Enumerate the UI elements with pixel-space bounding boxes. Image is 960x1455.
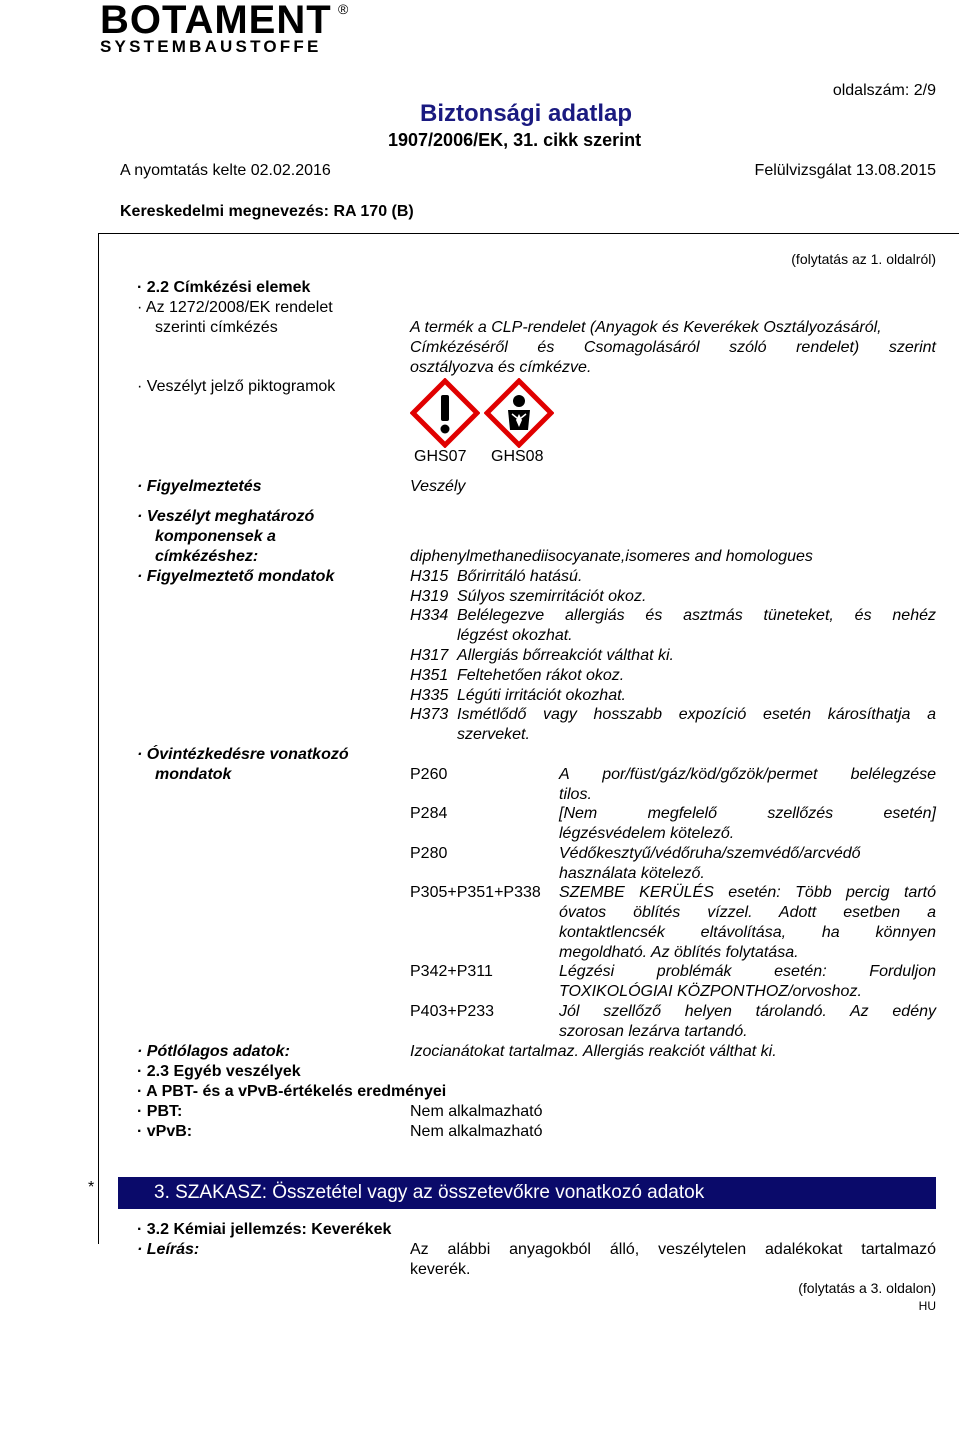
- pictograms-label: · Veszélyt jelző piktogramok: [137, 378, 336, 395]
- p-statement-text: légzésvédelem kötelező.: [559, 825, 735, 842]
- section3-header: [118, 1177, 936, 1209]
- p-statement-text: óvatos öblítés vízzel. Adott esetben a: [559, 904, 936, 921]
- h-statement-code: H317: [410, 647, 449, 664]
- p-statement-code: P403+P233: [410, 1003, 495, 1020]
- description-label: · Leírás:: [137, 1241, 200, 1258]
- h-statement-text: Légúti irritációt okozhat.: [457, 687, 626, 704]
- h-statement-text: Ismétlődő vagy hosszabb expozíció esetén károsíthatja a: [457, 706, 936, 723]
- p-statement-code: P280: [410, 845, 448, 862]
- p-statement-text: [Nem megfelelő szellőzés esetén]: [559, 805, 936, 822]
- h-statement-code: H315: [410, 568, 449, 585]
- p-statement-code: P284: [410, 805, 448, 822]
- description-text: Az alábbi anyagokból álló, veszélytelen adalékokat tartalmazó: [410, 1241, 936, 1258]
- p-statement-text: SZEMBE KERÜLÉS esetén: Több percig tartó: [559, 884, 936, 901]
- p-statement-text: A por/füst/gáz/köd/gőzök/permet belélegzése: [559, 766, 936, 783]
- precautionary-label-cont: mondatok: [155, 766, 232, 783]
- print-date: A nyomtatás kelte 02.02.2016: [120, 162, 331, 179]
- pbt-assessment-heading: · A PBT- és a vPvB-értékelés eredményei: [137, 1083, 447, 1100]
- p-statement-text: kontaktlencsék eltávolítása, ha könnyen: [559, 924, 936, 941]
- h-statement-code: H335: [410, 687, 449, 704]
- signal-word: Veszély: [410, 478, 466, 495]
- regulation-label-cont: szerinti címkézés: [155, 319, 278, 336]
- p-statement-code: P260: [410, 766, 448, 783]
- labelling-heading: · 2.2 Címkézési elemek: [137, 279, 311, 296]
- document-subtitle: 1907/2006/EK, 31. cikk szerint: [388, 130, 642, 150]
- p-statement-text: Légzési problémák esetén: Forduljon: [559, 963, 936, 980]
- p-statement-code: P342+P311: [410, 963, 493, 980]
- h-statement-text: Súlyos szemirritációt okoz.: [457, 588, 647, 605]
- h-statement-text: Bőrirritáló hatású.: [457, 568, 583, 585]
- pictogram-label-ghs07: GHS07: [414, 448, 467, 465]
- company-logo-subtitle: SYSTEMBAUSTOFFE: [100, 37, 322, 56]
- p-statement-text: szorosan lezárva tartandó.: [559, 1023, 748, 1040]
- h-statement-text: Feltehetően rákot okoz.: [457, 667, 625, 684]
- change-marker: *: [88, 1179, 95, 1196]
- continued-on: (folytatás a 3. oldalon): [798, 1280, 936, 1296]
- ghs08-health-hazard-icon: [484, 378, 554, 448]
- h-statement-code: H373: [410, 706, 449, 723]
- trade-name: Kereskedelmi megnevezés: RA 170 (B): [120, 203, 414, 220]
- vpvb-label: · vPvB:: [137, 1123, 193, 1140]
- section3-title: 3. SZAKASZ: Összetétel vagy az összetevőkre vonatkozó adatok: [154, 1182, 705, 1203]
- h-statement-text-cont: légzést okozhat.: [457, 627, 573, 644]
- document-title: Biztonsági adatlap: [420, 100, 633, 127]
- h-statement-text-cont: szerveket.: [457, 726, 530, 743]
- chemical-characterization: · 3.2 Kémiai jellemzés: Keverékek: [137, 1221, 392, 1238]
- page-number: oldalszám: 2/9: [832, 82, 936, 99]
- language-code: HU: [918, 1299, 936, 1313]
- hazard-statements-label: · Figyelmeztető mondatok: [137, 568, 335, 585]
- ghs07-exclamation-icon: [410, 378, 480, 448]
- revision-date: Felülvizsgálat 13.08.2015: [754, 162, 936, 179]
- components-label: · Veszélyt meghatározó: [137, 508, 315, 525]
- additional-info-value: Izocianátokat tartalmaz. Allergiás reakciót válthat ki.: [410, 1043, 777, 1060]
- components-label-cont: komponensek a: [155, 528, 276, 545]
- h-statement-text: Allergiás bőrreakciót válthat ki.: [457, 647, 674, 664]
- components-label-cont-2: címkézéshez:: [155, 548, 259, 565]
- h-statement-code: H319: [410, 588, 449, 605]
- p-statement-text: Védőkesztyű/védőruha/szemvédő/arcvédő: [559, 845, 861, 862]
- continued-from: (folytatás az 1. oldalról): [791, 251, 936, 267]
- registered-mark: ®: [338, 1, 349, 17]
- h-statement-code: H334: [410, 607, 449, 624]
- p-statement-text: megoldható. Az öblítés folytatása.: [559, 944, 799, 961]
- p-statement-text: TOXIKOLÓGIAI KÖZPONTHOZ/orvoshoz.: [559, 983, 862, 1000]
- description-text-cont: keverék.: [410, 1261, 471, 1278]
- p-statement-text: használata kötelező.: [559, 865, 705, 882]
- company-logo: BOTAMENT: [100, 0, 332, 42]
- p-statement-text: Jól szellőző helyen tárolandó. Az edény: [559, 1003, 936, 1020]
- regulation-label: · Az 1272/2008/EK rendelet: [137, 299, 333, 316]
- regulation-text-2: Címkézéséről és Csomagolásáról szóló rendelet) szerint: [410, 339, 936, 356]
- precautionary-label: · Óvintézkedésre vonatkozó: [137, 746, 349, 763]
- h-statement-code: H351: [410, 667, 449, 684]
- regulation-text: A termék a CLP-rendelet (Anyagok és Keverékek Osztályozásáról,: [410, 319, 882, 336]
- vpvb-value: Nem alkalmazható: [410, 1123, 543, 1140]
- pbt-label: · PBT:: [137, 1103, 183, 1120]
- p-statement-code: P305+P351+P338: [410, 884, 541, 901]
- components-value: diphenylmethanediisocyanate,isomeres and homologues: [410, 548, 813, 565]
- other-hazards-heading: · 2.3 Egyéb veszélyek: [137, 1063, 301, 1080]
- signal-word-label: · Figyelmeztetés: [137, 478, 262, 495]
- additional-info-label: · Pótlólagos adatok:: [137, 1043, 290, 1060]
- pictogram-label-ghs08: GHS08: [491, 448, 544, 465]
- h-statement-text: Belélegezve allergiás és asztmás tüneteket, és nehéz: [457, 607, 936, 624]
- regulation-text-3: osztályozva és címkézve.: [410, 359, 592, 376]
- p-statement-text: tilos.: [559, 786, 592, 803]
- pbt-value: Nem alkalmazható: [410, 1103, 543, 1120]
